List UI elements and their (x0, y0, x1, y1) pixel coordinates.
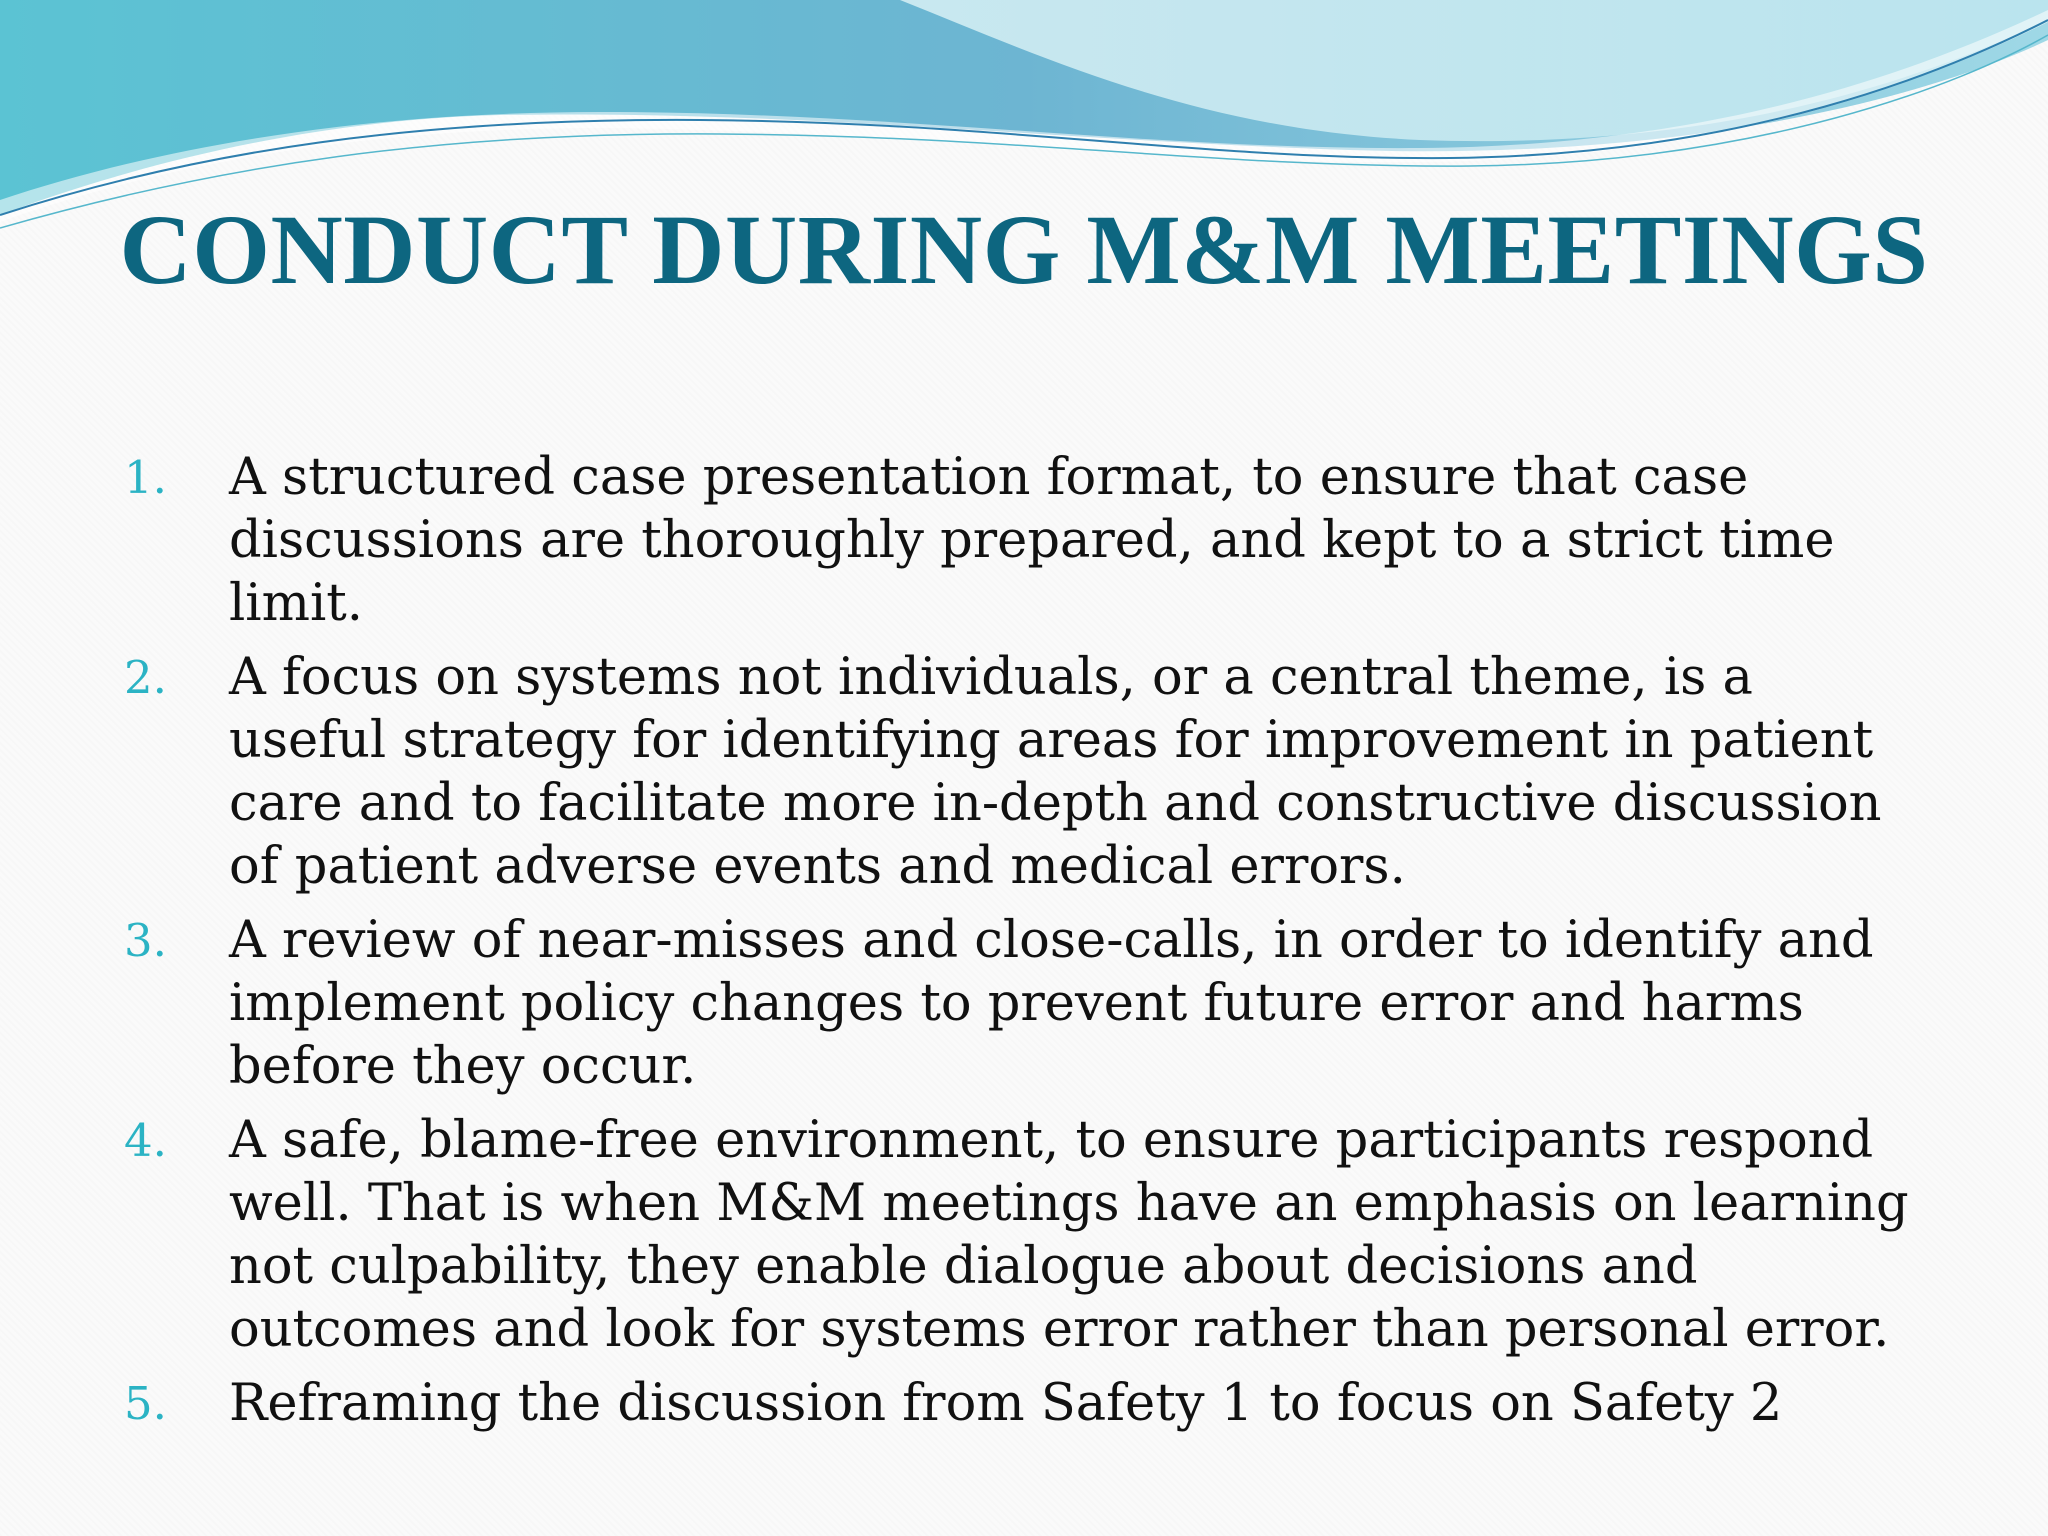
list-item-number: 1. (124, 451, 167, 504)
list-item (124, 1372, 1924, 1435)
list-item-number: 5. (124, 1377, 167, 1430)
list-item-number: 3. (124, 914, 167, 967)
list-item (124, 1109, 1924, 1361)
list-item-number: 4. (124, 1114, 167, 1167)
numbered-list (124, 446, 1924, 1446)
list-item (124, 909, 1924, 1098)
list-item-text: A focus on systems not individuals, or a central theme, is a useful strategy for identifying areas for improvement in patient care and to facilitate more in-depth and constructive discussion of patient adverse events and medical errors. (229, 648, 1882, 896)
list-item-text: Reframing the discussion from Safety 1 to focus on Safety 2 (229, 1374, 1783, 1433)
slide-title: CONDUCT DURING M&M MEETINGS (119, 194, 1929, 305)
list-item-text: A structured case presentation format, to ensure that case discussions are thoroughly prepared, and kept to a strict time limit. (229, 448, 1835, 633)
list-item (124, 446, 1924, 635)
list-item-number: 2. (124, 651, 167, 704)
list-item (124, 646, 1924, 898)
list-item-text: A safe, blame-free environment, to ensure participants respond well. That is when M&M meetings have an emphasis on learning not culpability, they enable dialogue about decisions and outcomes and look for systems error rather than personal error. (229, 1111, 1909, 1359)
list-item-text: A review of near-misses and close-calls, in order to identify and implement policy changes to prevent future error and harms before they occur. (229, 911, 1874, 1096)
